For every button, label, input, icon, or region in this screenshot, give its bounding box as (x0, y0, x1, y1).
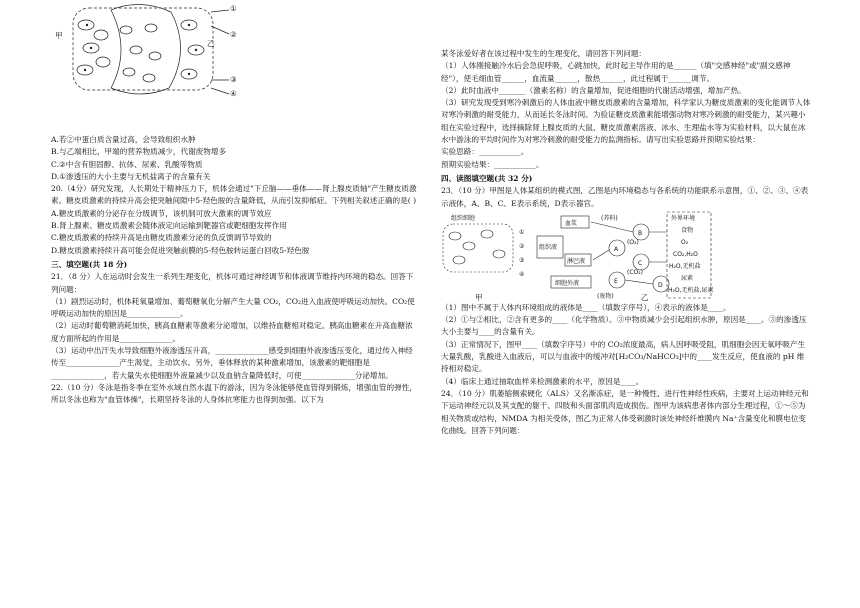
fig2-h2o-salt-urea: H₂O,无机盐,尿素 (668, 286, 714, 294)
fig2-food: 食物 (681, 226, 694, 234)
fig2-circle-c: C (638, 259, 643, 267)
q23-part-2: （2）①与②相比，②含有更多的____（化学物质）。③中物质减少会引起组织水肿，原因是____。③的渗透压大小主要与____的含量有关。 (441, 315, 807, 337)
q19-option-b: B.与乙端相比，甲端的营养物质减少，代谢废物增多 (51, 147, 227, 157)
q20-option-b: B.肾上腺素、糖皮质激素会随体液定向运输到靶器官或靶细胞发挥作用 (51, 221, 287, 231)
section-4-heading: 四、读图填空题(共 32 分) (441, 173, 533, 183)
callout-2: ② (230, 30, 237, 39)
q20-option-a: A.糖皮质激素的分泌存在分级调节，该机制可放大激素的调节效应 (51, 208, 272, 218)
q23-part-3: （3）正常情况下，图甲____（填数字序号）中的 CO₂浓度最高，病人因呼吸受阻，肌细胞会因无氧呼吸产生大量乳酸，乳酸进入血液后，可以与血液中的缓冲对[H₂CO₃/NaHCO₃]中的____发生反应，使血液的 pH 维持相对稳定。 (441, 339, 806, 374)
q19-option-a: A.若②中蛋白质含量过高，会导致组织水肿 (51, 135, 196, 144)
q23-part-4: （4）临床上通过抽取血样来检测激素的水平，原因是____。 (441, 376, 644, 386)
fig2-label-tissue-cell: 组织细胞 (451, 214, 476, 222)
fig2-box-lymph: 淋巴液 (567, 257, 586, 265)
fig2-circle-d: D (658, 281, 663, 289)
q23-part-1: （1）图中不属于人体内环境组成的液体是____（填数字序号），④表示的液体是____。 (441, 302, 731, 312)
homeostasis-figure (441, 210, 811, 302)
figure-label-jia: 甲 (55, 31, 63, 40)
fig2-h2o-salt: H₂O,无机盐 (669, 262, 701, 270)
q22-part-1: （1）人体刚接触冷水后会急促呼吸，心跳加快，此时起主导作用的是______（填"交感神经"或"副交感神经"），使毛细血管______，血流量______，散热______，此过程属于______调节。 (441, 61, 791, 83)
q19-option-d: D.①渗透压的大小主要与无机盐离子的含量有关 (51, 171, 211, 181)
q21-part-2: （2）运动时葡萄糖消耗加快，胰高血糖素等激素分泌增加，以维持血糖相对稳定。胰高血糖素在升高血糖浓度方面所起的作用是______________。 (51, 321, 413, 343)
fig2-label-3: ③ (519, 256, 525, 264)
q22-stem: 22.（10 分）冬泳是指冬季在室外水域自然水温下的游泳，因为冬泳能够使血管得到锻炼，增强血管的弹性，所以冬泳也称为"血管体操"，长期坚持冬泳的人身体抗寒能力也得到加强。以下为 (51, 382, 417, 405)
q21-part-3: （3）运动中出汗失水导致细胞外液渗透压升高，______________感受到细胞外液渗透压变化，通过传入神经传至______________产生渴觉，主动饮水。另外，垂体释放的某种激素增加，该激素的靶细胞是______________，若大量失水使细胞外液量减少以及血钠含量降低时，可使______________分泌增加。 (51, 346, 413, 380)
fig2-box-tissue-fluid: 组织液 (539, 243, 558, 251)
fig2-mid-waste: (废物) (597, 292, 614, 300)
fig2-circle-b: B (638, 229, 643, 237)
callout-3: ③ (230, 75, 237, 84)
fig2-label-2: ② (519, 242, 525, 250)
fig2-mid-nutrients: (养料) (601, 214, 618, 222)
callout-1: ① (230, 4, 237, 13)
fig2-mid-o2: (O₂) (627, 238, 639, 246)
q21-part-1: （1）剧烈运动时，机体耗氧量增加、葡萄糖氧化分解产生大量 CO₂，CO₂进入血液使呼吸运动加快。CO₂使呼吸运动加快的原因是______________。 (51, 296, 415, 319)
left-column (51, 0, 419, 608)
right-column (441, 48, 811, 608)
section-3-heading: 三、填空题(共 18 分) (51, 259, 128, 269)
fig2-title-jia: 甲 (475, 292, 483, 302)
q22-continued: 某冬泳爱好者在该过程中发生的生理变化，请回答下列问题： (441, 49, 647, 58)
fig2-box-plasma: 血浆 (565, 219, 578, 227)
q22-part-2: （2）此时血液中_______（激素名称）的含量增加，促进细胞的代谢活动增强，增加产热。 (441, 85, 746, 95)
q20-option-d: D.糖皮质激素持续升高可能会促进突触前膜的5-羟色胺转运蛋白回收5-羟色胺 (51, 245, 310, 255)
fig2-o2: O₂ (681, 238, 689, 246)
q19-option-c: C.②中含有胆固醇、抗体、尿素、乳酸等物质 (51, 159, 203, 169)
homeostasis-diagram (441, 210, 741, 302)
fig2-urea: 尿素 (681, 274, 694, 282)
figure-label-yi: 乙 (207, 39, 215, 48)
tissue-diagram (51, 0, 251, 102)
callout-4: ④ (230, 89, 237, 98)
q20-option-c: C.糖皮质激素的持续升高是由糖皮质激素分泌的负反馈调节导致的 (51, 233, 272, 243)
fig2-co2-h2o: CO₂,H₂O (673, 250, 698, 258)
fig2-mid-co2: (CO₂) (627, 268, 643, 276)
fig2-box-extracellular: 细胞外液 (555, 279, 580, 287)
expected-result: 预期实验结果：___________。 (441, 159, 544, 169)
q24-stem: 24．（10 分）肌萎缩侧索硬化（ALS）又名渐冻症，是一种慢性、进行性神经性疾病，主要对上运动神经元和下运动神经元以及其支配的躯干、四肢和头面部肌肉造成损伤。图甲为该病患者体内部分生理过程，①～⑤为相关物质或结构，NMDA 为相关受体，图乙为正常人体受刺激时该处神经纤维膜内 Na⁺含量变化和膜电位变化曲线。回答下列问题： (441, 388, 809, 435)
fig2-circle-a: A (614, 245, 619, 253)
q23-stem: 23．（10 分）甲图是人体某组织的模式图，乙图是内环境稳态与各系统的功能联系示意图，①、②、③、④表示液体，A、B、C、E表示系统，D表示器官。 (441, 186, 809, 208)
fig2-label-1: ① (519, 228, 525, 236)
q22-part-3: （3）研究发现受到寒冷刺激后的人体血液中糖皮质激素的含量增加，科学家认为糖皮质激素的变化能调节人体对寒冷刺激的耐受能力，从而延长冬泳时间。为验证糖皮质激素能增强动物对寒冷刺激的耐受能力，某兴趣小组在实验过程中，选择摘除肾上腺皮质的大鼠、糖皮质激素溶液、冰水、生理盐水等为实验材料，以大鼠在冰水中游泳的平均时间作为对寒冷刺激的耐受能力的监测指标。请写出实验思路并预期实验结果： (441, 98, 811, 145)
q20-stem: 20.（4分）研究发现，人长期处于精神压力下，机体会通过"下丘脑——垂体——肾上腺皮质轴"产生糖皮质激素。糖皮质激素的持续升高会使突触间隙中5-羟色胺的含量降低，从而引发抑郁症。下列相关叙述正确的是( ) (51, 184, 417, 206)
fig2-circle-e: E (614, 277, 618, 285)
experiment-idea: 实验思路：___________。 (441, 147, 529, 157)
fig2-label-4: ④ (519, 270, 525, 278)
q21-stem: 21．（8 分）人在运动时会发生一系列生理变化，机体可通过神经调节和体液调节维持内环境的稳态。回答下列问题： (51, 272, 414, 294)
fig2-title-yi: 乙 (641, 292, 649, 302)
fig2-external-env: 外界环境 (671, 214, 696, 222)
tissue-figure (51, 0, 419, 102)
